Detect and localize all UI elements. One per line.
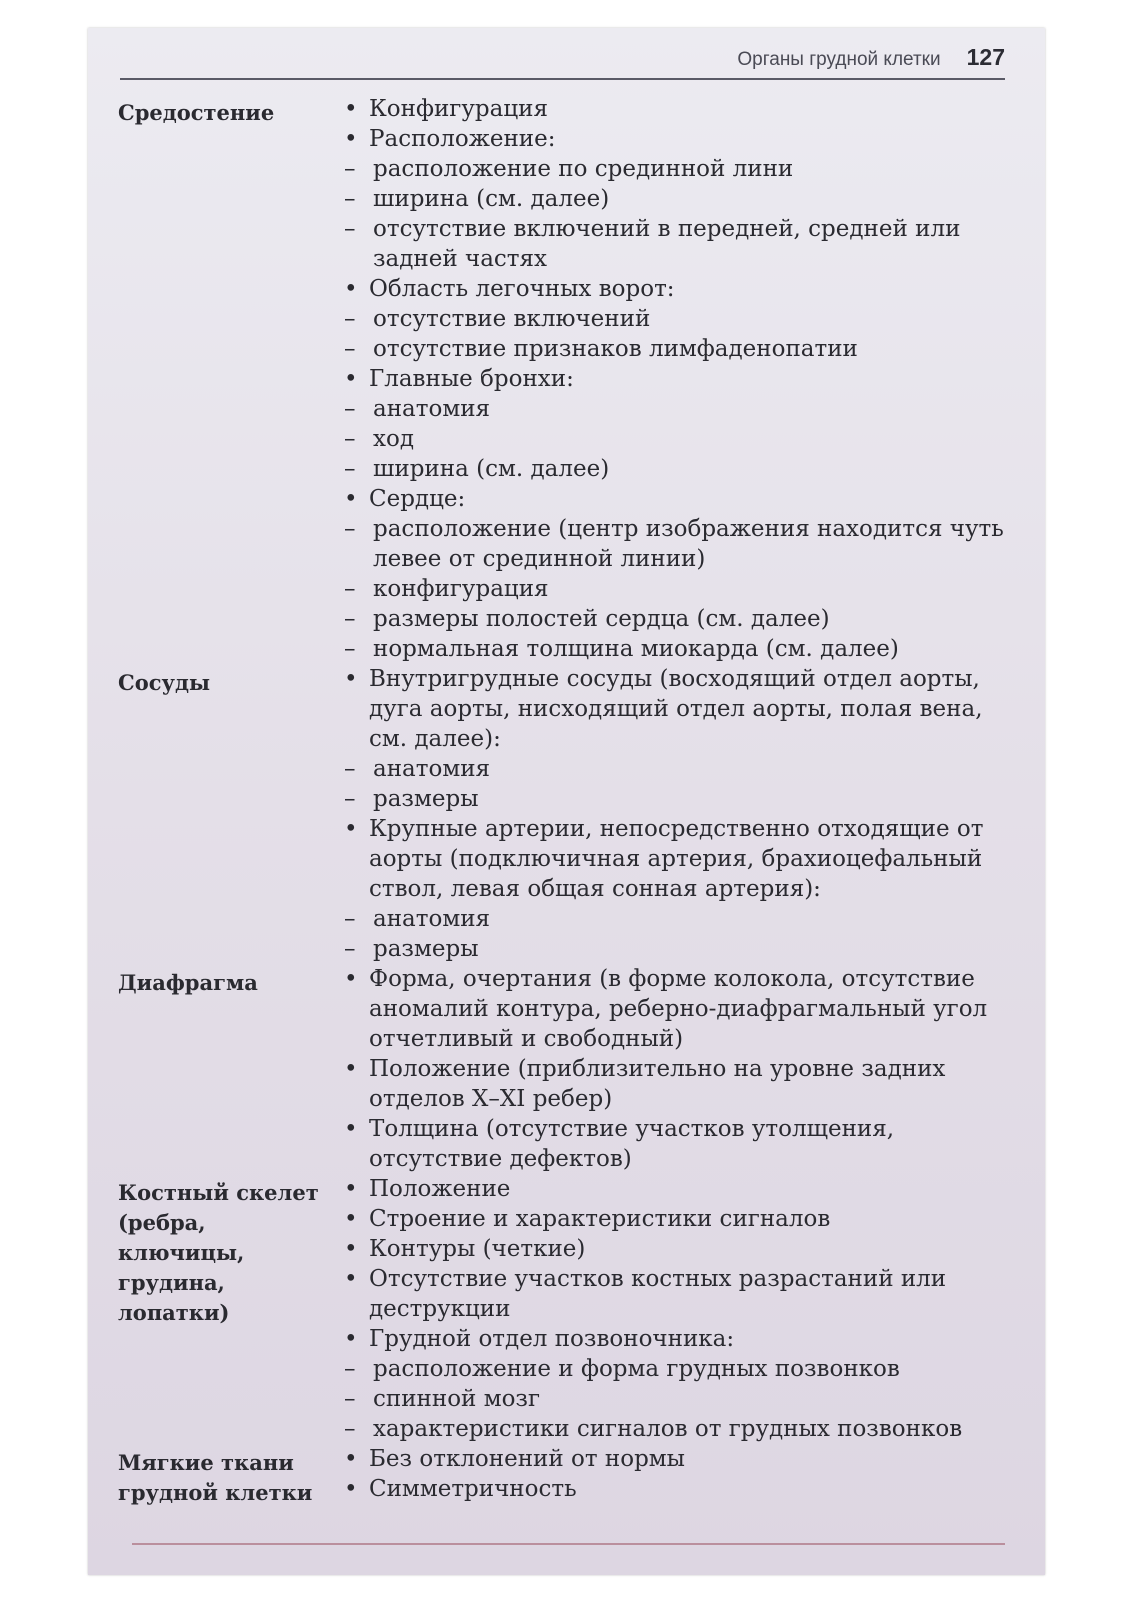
sub-item: – отсутствие включений [344, 304, 1018, 334]
section [118, 1444, 1018, 1508]
sub-item: – ход [344, 424, 1018, 454]
sub-item: – размеры полостей сердца (см. далее) [344, 604, 1018, 634]
bullet-list [344, 964, 1018, 1174]
bullet-item: • Область легочных ворот: [344, 274, 1018, 304]
bullet-item: • Конфигурация [344, 94, 1018, 124]
sub-item: – конфигурация [344, 574, 1018, 604]
sub-item: – расположение (центр изображения находится чуть левее от срединной линии) [344, 514, 1018, 574]
bullet-list [344, 1174, 1018, 1444]
section [118, 664, 1018, 964]
sub-item: – анатомия [344, 394, 1018, 424]
sub-item: – отсутствие признаков лимфаденопатии [344, 334, 1018, 364]
bullet-item: • Положение [344, 1174, 1018, 1204]
bullet-item: • Без отклонений от нормы [344, 1444, 1018, 1474]
footer-rule [132, 1543, 1005, 1545]
section [118, 94, 1018, 664]
bullet-item: • Главные бронхи: [344, 364, 1018, 394]
sub-item: – расположение и форма грудных позвонков [344, 1354, 1018, 1384]
bullet-item: • Отсутствие участков костных разрастаний или деструкции [344, 1264, 1018, 1324]
section [118, 1174, 1018, 1444]
bullet-item: • Строение и характеристики сигналов [344, 1204, 1018, 1234]
header-rule [120, 78, 1005, 80]
running-title: Органы грудной клетки [737, 49, 941, 70]
sub-item: – ширина (см. далее) [344, 454, 1018, 484]
section-title: Мягкие ткани грудной клетки [118, 1450, 313, 1505]
page-number: 127 [966, 44, 1005, 70]
bullet-item: • Грудной отдел позвоночника: [344, 1324, 1018, 1354]
bullet-list [344, 1444, 1018, 1508]
bullet-item: • Симметричность [344, 1474, 1018, 1504]
sub-item: – ширина (см. далее) [344, 184, 1018, 214]
sub-item: – размеры [344, 784, 1018, 814]
bullet-item: • Сердце: [344, 484, 1018, 514]
section-title: Костный скелет (ребра, ключицы, грудина, лопатки) [118, 1180, 319, 1325]
sub-item: – отсутствие включений в передней, средней или задней частях [344, 214, 1018, 274]
sub-item: – анатомия [344, 754, 1018, 784]
section [118, 964, 1018, 1174]
sub-item: – спинной мозг [344, 1384, 1018, 1414]
section-title: Диафрагма [118, 970, 258, 995]
bullet-item: • Внутригрудные сосуды (восходящий отдел аорты, дуга аорты, нисходящий отдел аорты, полая вена, см. далее): [344, 664, 1018, 754]
sub-item: – размеры [344, 934, 1018, 964]
page-header [737, 44, 1005, 78]
bullet-item: • Расположение: [344, 124, 1018, 154]
bullet-item: • Контуры (четкие) [344, 1234, 1018, 1264]
section-title: Сосуды [118, 670, 210, 695]
sub-item: – характеристики сигналов от грудных позвонков [344, 1414, 1018, 1444]
sub-item: – нормальная толщина миокарда (см. далее) [344, 634, 1018, 664]
bullet-list [344, 664, 1018, 964]
sub-item: – расположение по срединной лини [344, 154, 1018, 184]
book-page [88, 28, 1045, 1575]
sub-item: – анатомия [344, 904, 1018, 934]
content [118, 94, 1018, 1508]
bullet-item: • Крупные артерии, непосредственно отходящие от аорты (подключичная артерия, брахиоцефальный ствол, левая общая сонная артерия): [344, 814, 1018, 904]
bullet-item: • Форма, очертания (в форме колокола, отсутствие аномалий контура, реберно-диафрагмальный угол отчетливый и свободный) [344, 964, 1018, 1054]
section-title: Средостение [118, 100, 275, 125]
bullet-item: • Толщина (отсутствие участков утолщения, отсутствие дефектов) [344, 1114, 1018, 1174]
bullet-item: • Положение (приблизительно на уровне задних отделов X–XI ребер) [344, 1054, 1018, 1114]
bullet-list [344, 94, 1018, 664]
